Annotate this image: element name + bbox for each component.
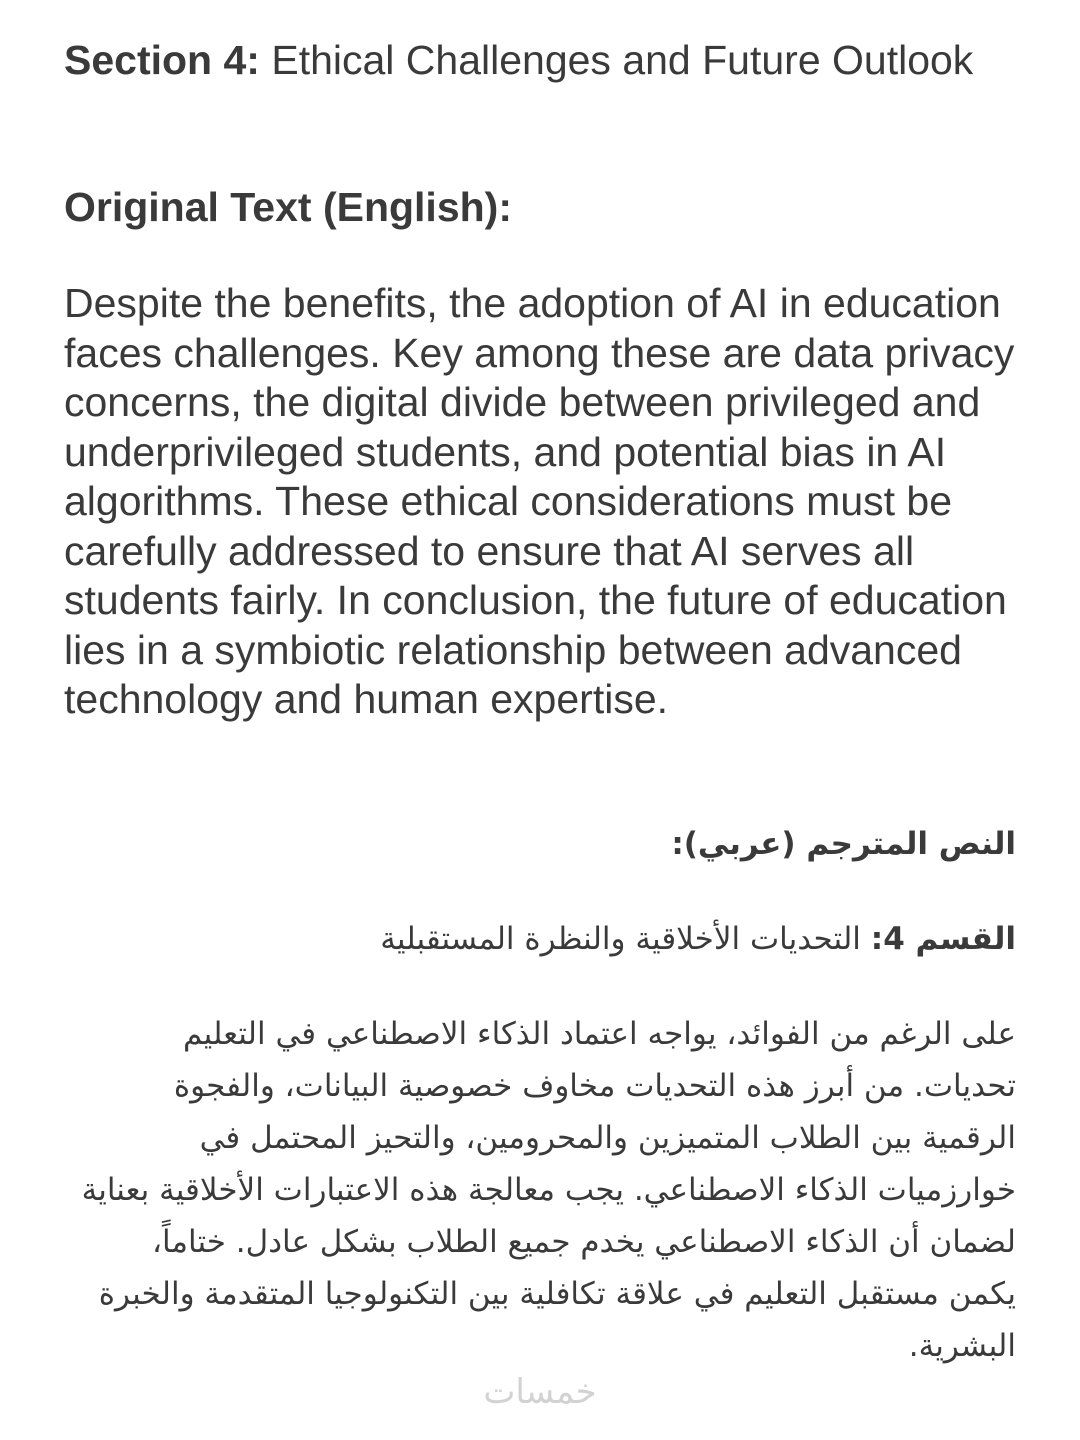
section-heading	[64, 36, 1024, 86]
original-text-heading: Original Text (English):	[64, 184, 512, 230]
section-label: Section 4:	[64, 37, 260, 83]
arabic-section-label: القسم 4:	[870, 921, 1016, 957]
english-paragraph: Despite the benefits, the adoption of AI in education faces challenges. Key among these are data privacy concerns, the digital divide between privileged and underprivileged students, and potential bias in AI algorithms. These ethical considerations must be carefully addressed to ensure that AI serves all students fairly. In conclusion, the future of education lies in a symbiotic relationship between advanced technology and human expertise.	[64, 280, 1015, 722]
arabic-section-heading	[56, 915, 1016, 963]
section-title: Ethical Challenges and Future Outlook	[271, 37, 974, 83]
arabic-section-title: التحديات الأخلاقية والنظرة المستقبلية	[380, 921, 861, 957]
arabic-paragraph: على الرغم من الفوائد، يواجه اعتماد الذكاء الاصطناعي في التعليم تحديات. من أبرز هذه التحديات مخاوف خصوصية البيانات، والفجوة الرقمية بين الطلاب المتميزين والمحرومين، والتحيز المحتمل في خوارزميات الذكاء الاصطناعي. يجب معالجة هذه الاعتبارات الأخلاقية بعناية لضمان أن الذكاء الاصطناعي يخدم جميع الطلاب بشكل عادل. ختاماً، يكمن مستقبل التعليم في علاقة تكافلية بين التكنولوجيا المتقدمة والخبرة البشرية.	[81, 1016, 1016, 1364]
translated-text-heading: النص المترجم (عربي):	[671, 826, 1016, 862]
watermark-logo: خمسات	[483, 1372, 597, 1412]
